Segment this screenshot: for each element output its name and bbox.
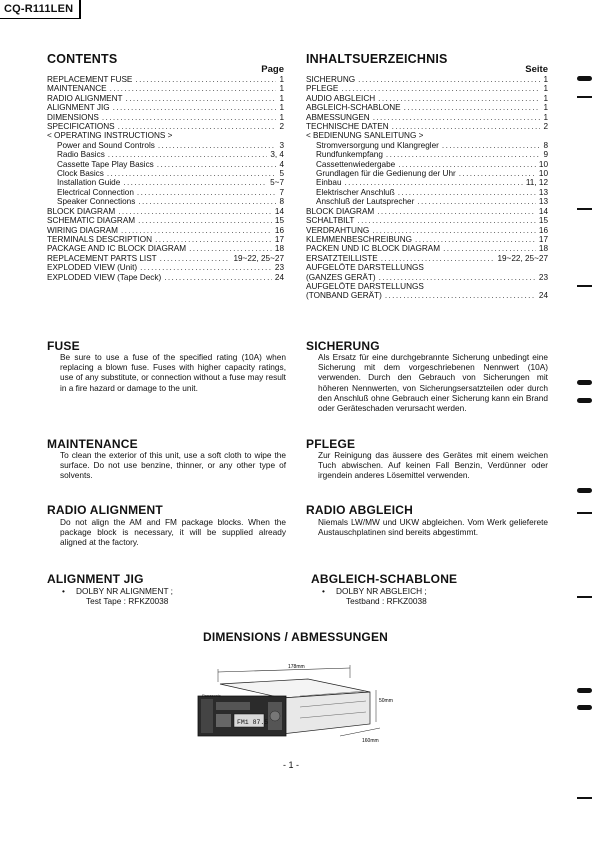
toc-leader-dots	[379, 273, 536, 282]
sicherung-heading: SICHERUNG	[306, 339, 380, 353]
depth-label: 160mm	[362, 738, 379, 744]
toc-row	[47, 84, 284, 93]
toc-page-number: 3	[279, 140, 284, 150]
toc-entry-text: Installation Guide	[57, 178, 121, 188]
car-stereo-dimension-figure	[190, 662, 420, 752]
toc-page-number: 15	[274, 216, 284, 226]
toc-row	[306, 94, 548, 103]
binding-mark	[577, 208, 592, 210]
toc-leader-dots	[175, 131, 281, 140]
toc-page-number: 16	[274, 225, 284, 235]
toc-entry-text: DIMENSIONS	[47, 112, 99, 122]
toc-entry-text: Grundlagen für die Gedienung der Uhr	[316, 169, 456, 179]
toc-leader-dots	[135, 75, 276, 84]
toc-leader-dots	[372, 226, 536, 235]
binding-mark	[577, 512, 592, 514]
width-label: 178mm	[288, 664, 305, 670]
binding-mark	[577, 705, 592, 710]
toc-page-number: 14	[538, 206, 548, 216]
toc-entry-text: Speaker Connections	[57, 197, 136, 207]
toc-entry-text: ALIGNMENT JIG	[47, 103, 110, 113]
toc-entry-text: Elektrischer Anschluß	[316, 187, 395, 197]
toc-row	[47, 75, 284, 84]
toc-entry-text: WIRING DIAGRAM	[47, 225, 118, 235]
toc-row	[47, 113, 284, 122]
toc-row	[306, 160, 548, 169]
toc-page-number: 1	[279, 93, 284, 103]
toc-entry-text: EXPLODED VIEW (Tape Deck)	[47, 272, 162, 282]
toc-leader-dots	[157, 160, 277, 169]
toc-page-number: 13	[538, 187, 548, 197]
toc-row	[47, 216, 284, 225]
toc-leader-dots	[404, 103, 541, 112]
toc-leader-dots	[426, 131, 545, 140]
abgleich-schablone-item	[322, 586, 427, 606]
toc-leader-dots	[357, 216, 536, 225]
toc-entry-text: (TONBAND GERÄT)	[306, 291, 382, 301]
toc-row	[47, 178, 284, 187]
toc-entry-text: AUDIO ABGLEICH	[306, 93, 376, 103]
binding-mark	[577, 96, 592, 98]
toc-row	[306, 150, 548, 159]
toc-leader-dots	[138, 197, 276, 206]
toc-row	[306, 273, 548, 282]
toc-page-number: 24	[274, 272, 284, 282]
radio-alignment-heading: RADIO ALIGNMENT	[47, 503, 163, 517]
toc-entry-text: Radio Basics	[57, 150, 105, 160]
toc-page-number: 24	[538, 291, 548, 301]
toc-entry-text: Anschluß der Lautsprecher	[316, 197, 415, 207]
toc-leader-dots	[427, 263, 545, 272]
toc-page-number: 10	[538, 169, 548, 179]
toc-entry-text: Rundfunkempfang	[316, 150, 383, 160]
toc-row	[47, 103, 284, 112]
binding-mark	[577, 380, 592, 385]
toc-entry-text: VERDRAHTUNG	[306, 225, 370, 235]
toc-leader-dots	[118, 207, 272, 216]
toc-leader-dots	[140, 263, 272, 272]
toc-entry-text: TERMINALS DESCRIPTION	[47, 234, 153, 244]
toc-entry-text: REPLACEMENT PARTS LIST	[47, 253, 157, 263]
toc-leader-dots	[381, 254, 495, 263]
page-number: - 1 -	[283, 760, 300, 770]
toc-entry-text: < BEDIENUNG SANLEITUNG >	[306, 131, 424, 141]
bullet-icon: •	[322, 586, 325, 596]
toc-row	[47, 169, 284, 178]
binding-mark	[577, 596, 592, 598]
toc-leader-dots	[398, 160, 536, 169]
fuse-heading: FUSE	[47, 339, 80, 353]
toc-entry-text: REPLACEMENT FUSE	[47, 75, 133, 84]
binding-mark	[577, 398, 592, 403]
toc-page-number: 1	[543, 84, 548, 94]
toc-entry-text: ABMESSUNGEN	[306, 112, 370, 122]
sicherung-text: Als Ersatz für eine durchgebrannte Sicherung unbedingt eine Sicherung mit dem vorgeschriebenen Nennwert (10A) verwenden. Durch den Gebrauch von Sicherungen mit höheren Nennwerten, von Sicherungsersatzteilen oder durch den Anschluß ohne Gebrauch einer Sicherung kann ein Brand oder Geräteschaden verursacht werden.	[318, 352, 548, 414]
toc-page-number: 2	[543, 122, 548, 132]
contents-title: CONTENTS	[47, 52, 118, 66]
toc-entry-text: ABGLEICH-SCHABLONE	[306, 103, 401, 113]
toc-page-number: 18	[274, 244, 284, 254]
toc-row	[306, 75, 548, 84]
toc-row	[47, 94, 284, 103]
toc-entry-text: Stromversorgung und Klangregler	[316, 140, 439, 150]
toc-row	[47, 141, 284, 150]
toc-row	[47, 150, 284, 159]
toc-leader-dots	[126, 94, 277, 103]
toc-entry-text: SCHEMATIC DIAGRAM	[47, 216, 136, 226]
dimensions-heading: DIMENSIONS / ABMESSUNGEN	[203, 630, 389, 644]
toc-entry-text: SICHERUNG	[306, 75, 356, 84]
toc-page-number: 2	[279, 122, 284, 132]
toc-row	[47, 131, 284, 140]
abgleich-schablone-line2: Testband : RFKZ0038	[346, 596, 427, 606]
bullet-icon: •	[62, 586, 65, 596]
alignment-jig-line2: Test Tape : RFKZ0038	[86, 596, 169, 606]
toc-leader-dots	[443, 244, 536, 253]
toc-leader-dots	[113, 103, 277, 112]
toc-page-number: 23	[538, 272, 548, 282]
toc-leader-dots	[108, 150, 268, 159]
toc-page-number: 1	[279, 103, 284, 113]
page-column-label: Page	[261, 64, 284, 75]
alignment-jig-heading: ALIGNMENT JIG	[47, 572, 144, 586]
radio-alignment-text: Do not align the AM and FM package blocks. When the package block is necessary, it will be supplied already aligned at the factory.	[60, 517, 286, 548]
toc-row	[47, 254, 284, 263]
toc-row	[47, 273, 284, 282]
toc-page-number: 13	[538, 197, 548, 207]
toc-row	[306, 84, 548, 93]
toc-leader-dots	[459, 169, 536, 178]
toc-page-number: 11, 12	[525, 178, 548, 188]
toc-page-number: 1	[543, 112, 548, 122]
toc-row	[47, 207, 284, 216]
toc-row	[306, 263, 548, 272]
fuse-text: Be sure to use a fuse of the specified rating (10A) when replacing a blown fuse. Fuses with higher capacity ratings, use of any substitute, or connection without a fuse may result in a fire hazard or damage to the unit.	[60, 352, 286, 393]
contents-list	[47, 64, 284, 282]
toc-entry-text: Einbau	[316, 178, 342, 188]
toc-row	[306, 169, 548, 178]
toc-entry-text: (GANZES GERÄT)	[306, 272, 376, 282]
toc-entry-text: SCHALTBILT	[306, 216, 355, 226]
toc-page-number: 19~22, 25~27	[233, 253, 284, 263]
toc-row	[306, 244, 548, 253]
toc-leader-dots	[442, 141, 541, 150]
toc-entry-text: BLOCK DIAGRAM	[47, 206, 116, 216]
toc-leader-dots	[415, 235, 536, 244]
radio-abgleich-heading: RADIO ABGLEICH	[306, 503, 414, 517]
abgleich-schablone-line1: DOLBY NR ABGLEICH ;	[336, 586, 427, 596]
toc-page-number: 10	[538, 159, 548, 169]
toc-page-number: 4	[279, 159, 284, 169]
toc-leader-dots	[160, 254, 231, 263]
toc-entry-text: PACKAGE AND IC BLOCK DIAGRAM	[47, 244, 187, 254]
toc-leader-dots	[189, 244, 272, 253]
toc-leader-dots	[107, 169, 277, 178]
toc-row	[306, 141, 548, 150]
toc-leader-dots	[358, 75, 540, 84]
toc-entry-text: Electrical Connection	[57, 187, 134, 197]
toc-row	[306, 103, 548, 112]
toc-entry-text: < OPERATING INSTRUCTIONS >	[47, 131, 173, 141]
toc-entry-text: PFLEGE	[306, 84, 339, 94]
height-label: 50mm	[379, 698, 393, 704]
toc-leader-dots	[158, 141, 277, 150]
radio-abgleich-text: Niemals LW/MW und UKW abgleichen. Vom Werk gelieferete Austauschplatinen sind bereits abgestimmt.	[318, 517, 548, 538]
toc-page-number: 1	[543, 75, 548, 84]
toc-entry-text: Clock Basics	[57, 169, 104, 179]
toc-leader-dots	[121, 226, 272, 235]
toc-leader-dots	[110, 84, 277, 93]
toc-entry-text: TECHNISCHE DATEN	[306, 122, 389, 132]
toc-row	[306, 254, 548, 263]
toc-leader-dots	[345, 178, 523, 187]
toc-page-number: 1	[279, 75, 284, 84]
toc-page-number: 9	[543, 150, 548, 160]
toc-page-number: 7	[279, 187, 284, 197]
pflege-heading: PFLEGE	[306, 437, 356, 451]
toc-row	[306, 291, 548, 300]
toc-leader-dots	[164, 273, 272, 282]
toc-row	[47, 188, 284, 197]
abgleich-schablone-heading: ABGLEICH-SCHABLONE	[311, 572, 458, 586]
binding-mark	[577, 688, 592, 693]
toc-leader-dots	[102, 113, 277, 122]
toc-leader-dots	[155, 235, 272, 244]
toc-row	[47, 160, 284, 169]
toc-page-number: 5~7	[270, 178, 284, 188]
toc-entry-text: AUFGELÖTE DARSTELLUNGS	[306, 281, 424, 291]
toc-page-number: 18	[538, 244, 548, 254]
toc-row	[306, 216, 548, 225]
toc-row	[306, 178, 548, 187]
toc-page-number: 8	[543, 140, 548, 150]
toc-entry-text: SPECIFICATIONS	[47, 122, 115, 132]
binding-mark	[577, 285, 592, 287]
toc-entry-text: KLEMMENBESCHREIBUNG	[306, 234, 413, 244]
toc-entry-text: Cassette Tape Play Basics	[57, 159, 154, 169]
toc-page-number: 1	[279, 84, 284, 94]
toc-page-number: 14	[274, 206, 284, 216]
alignment-jig-line1: DOLBY NR ALIGNMENT ;	[76, 586, 173, 596]
toc-page-number: 3, 4	[270, 150, 284, 160]
toc-entry-text: Power and Sound Controls	[57, 140, 155, 150]
toc-row	[306, 122, 548, 131]
alignment-jig-item	[62, 586, 173, 606]
toc-page-number: 19~22, 25~27	[497, 253, 548, 263]
toc-row	[306, 131, 548, 140]
toc-entry-text: PACKEN UND IC BLOCK DIAGRAM	[306, 244, 441, 254]
toc-page-number: 8	[279, 197, 284, 207]
toc-entry-text: Cassettenwiedergabe	[316, 159, 396, 169]
maintenance-heading: MAINTENANCE	[47, 437, 138, 451]
toc-page-number: 1	[543, 103, 548, 113]
toc-leader-dots	[378, 94, 540, 103]
toc-entry-text: AUFGELÖTE DARSTELLUNGS	[306, 263, 424, 273]
toc-entry-text: ERSATZTEILLISTE	[306, 253, 378, 263]
toc-leader-dots	[123, 178, 267, 187]
toc-leader-dots	[385, 291, 536, 300]
toc-row	[47, 197, 284, 206]
toc-leader-dots	[138, 216, 272, 225]
toc-row	[306, 282, 548, 291]
toc-row	[306, 226, 548, 235]
toc-entry-text: MAINTENANCE	[47, 84, 107, 94]
toc-page-number: 16	[538, 225, 548, 235]
toc-page-number: 17	[274, 234, 284, 244]
toc-row	[306, 207, 548, 216]
binding-mark	[577, 76, 592, 81]
toc-page-number: 17	[538, 234, 548, 244]
toc-row	[306, 235, 548, 244]
inhalt-list	[306, 64, 548, 301]
maintenance-text: To clean the exterior of this unit, use a soft cloth to wipe the surface. Do not use benzine, thinner, or any other type of solvents.	[60, 450, 286, 481]
toc-leader-dots	[398, 188, 536, 197]
toc-leader-dots	[377, 207, 536, 216]
toc-leader-dots	[341, 84, 540, 93]
toc-page-number: 1	[279, 112, 284, 122]
toc-page-number: 23	[274, 263, 284, 273]
toc-row	[47, 263, 284, 272]
toc-page-number: 1	[543, 93, 548, 103]
toc-leader-dots	[373, 113, 541, 122]
toc-row	[47, 244, 284, 253]
toc-page-number: 15	[538, 216, 548, 226]
seite-column-label: Seite	[525, 64, 548, 75]
brand-logo: Panasonic	[202, 693, 221, 698]
toc-leader-dots	[386, 150, 541, 159]
toc-leader-dots	[137, 188, 277, 197]
toc-leader-dots	[417, 197, 536, 206]
toc-entry-text: RADIO ALIGNMENT	[47, 93, 123, 103]
model-number: CQ-R111LEN	[0, 0, 81, 19]
toc-entry-text: BLOCK DIAGRAM	[306, 206, 375, 216]
binding-mark	[577, 797, 592, 799]
toc-row	[47, 122, 284, 131]
toc-row	[306, 113, 548, 122]
toc-row	[47, 226, 284, 235]
inhalt-title: INHALTSUERZEICHNIS	[306, 52, 448, 66]
toc-leader-dots	[392, 122, 541, 131]
toc-entry-text: EXPLODED VIEW (Unit)	[47, 263, 138, 273]
toc-row	[306, 188, 548, 197]
display-readout: FM1 87.5	[237, 719, 269, 726]
pflege-text: Zur Reinigung das äussere des Gerätes mit einem weichen Tuch abwischen. Auf keinen Fall Benzin, Verdünner oder irgendein anderes Lösemittel verwenden.	[318, 450, 548, 481]
toc-leader-dots	[118, 122, 277, 131]
toc-row	[47, 235, 284, 244]
toc-leader-dots	[427, 282, 545, 291]
toc-row	[306, 197, 548, 206]
binding-mark	[577, 488, 592, 493]
toc-page-number: 5	[279, 169, 284, 179]
